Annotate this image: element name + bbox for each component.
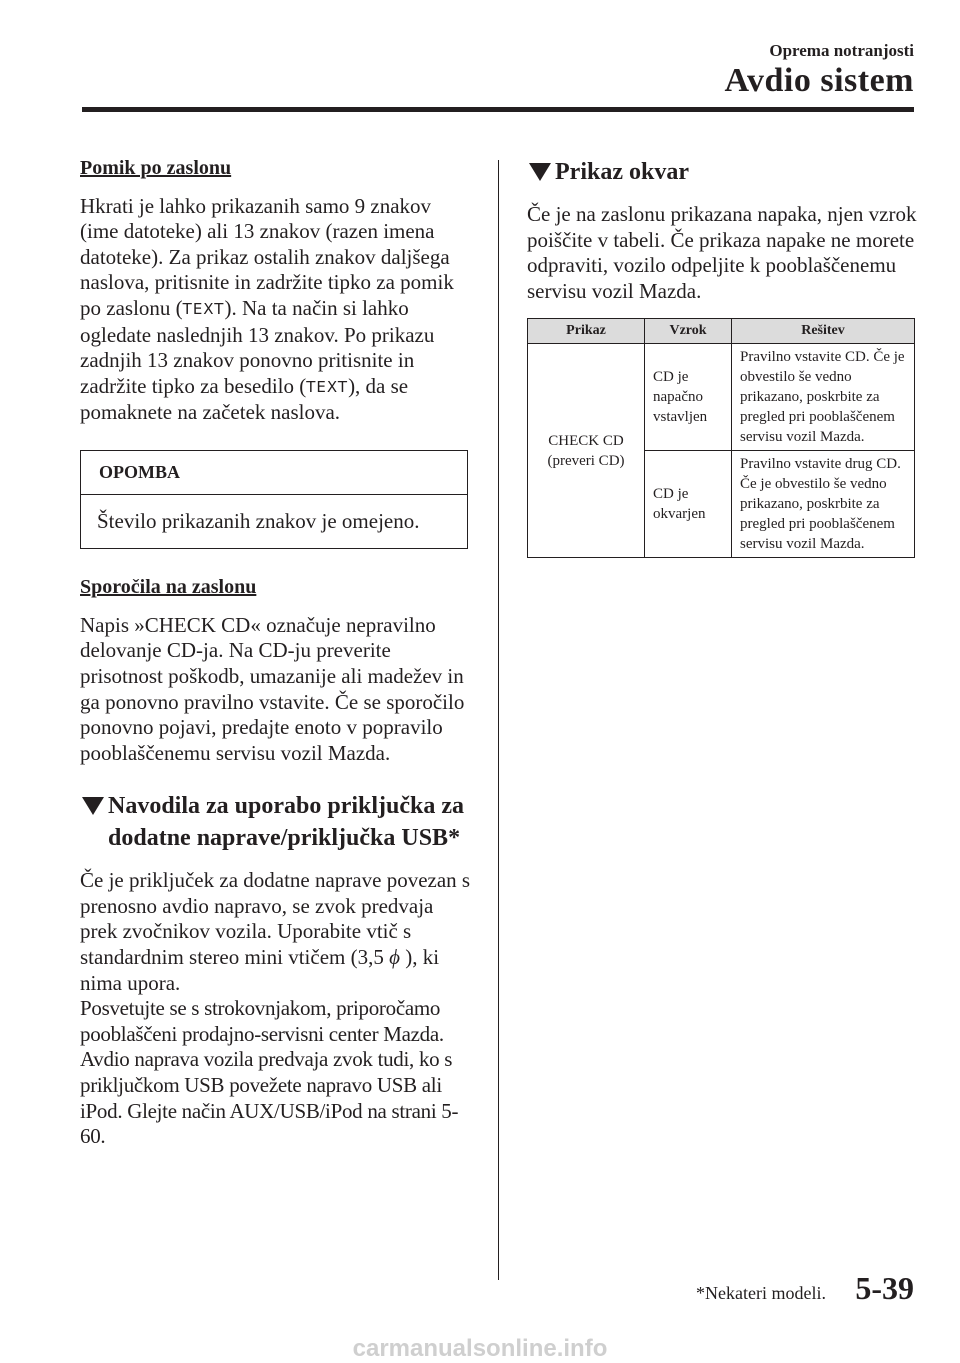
- aux-text-a: Če je priključek za dodatne naprave povezan s prenosno avdio napravo, se zvok predvaja prek zvočnikov vozila. Uporabite vtič s standardnim stereo mini vtičem (3,5: [80, 868, 471, 970]
- table-row: [528, 344, 915, 451]
- column-divider: [498, 160, 499, 1280]
- note-label: OPOMBA: [81, 451, 467, 495]
- header-rule: [82, 107, 914, 112]
- header-section-label: Oprema notranjosti: [769, 41, 914, 60]
- text-button-glyph-2: TEXT: [306, 377, 349, 396]
- page-number: 5-39: [855, 1270, 914, 1306]
- aux-paragraph-1: [80, 868, 472, 996]
- text-button-glyph: TEXT: [182, 299, 225, 318]
- messages-subheading: Sporočila na zaslonu: [80, 576, 257, 599]
- solution-cell: Pravilno vstavite drug CD. Če je obvestilo še vedno prikazano, poskrbite za pregled pri pooblaščenem servisu vozil Mazda.: [732, 451, 915, 558]
- aux-paragraph-2: Posvetujte se s strokovnjakom, priporočamo pooblaščeni prodajno-servisni center Mazda. Avdio naprava vozila predvaja zvok tudi, ko s priključkom USB povežete napravo USB ali iPod. Glejte način AUX/USB/iPod na strani 5-60.: [80, 996, 459, 1149]
- note-box: [80, 450, 468, 549]
- note-text: Število prikazanih znakov je omejeno.: [97, 508, 420, 533]
- scroll-text-a: Hkrati je lahko prikazanih samo 9 znakov (ime datoteke) ali 13 znakov (razen imena datoteke). Za prikaz ostalih znakov daljšega naslova, pritisnite in zadržite tipko za pomik po zaslonu (: [80, 193, 454, 320]
- left-column: [80, 156, 472, 1150]
- scroll-paragraph: [80, 194, 472, 426]
- fault-table: [527, 318, 915, 558]
- solution-cell: Pravilno vstavite CD. Če je obvestilo še vedno prikazano, poskrbite za pregled pri pooblaščenem servisu vozil Mazda.: [732, 344, 915, 451]
- aux-heading-text: Navodila za uporabo priključka za dodatne naprave/priključka USB*: [108, 793, 465, 852]
- right-column: [527, 156, 919, 558]
- faults-heading-text: Prikaz okvar: [555, 159, 689, 185]
- diameter-symbol: ϕ: [389, 945, 400, 970]
- aux-text-b: ), ki nima upora.: [80, 945, 440, 995]
- table-header-solution: Rešitev: [732, 319, 915, 344]
- cause-cell: CD je okvarjen: [645, 451, 732, 558]
- scroll-text-b: ). Na ta način si lahko ogledate naslednjih 13 znakov. Po prikazu zadnjih 13 znakov ponovno pritisnite in zadržite tipko za besedilo (: [80, 295, 435, 398]
- watermark: carmanualsonline.info: [352, 1335, 608, 1362]
- triangle-bullet-icon-2: [529, 163, 551, 181]
- messages-paragraph: Napis »CHECK CD« označuje nepravilno delovanje CD-ja. Na CD-ju preverite prisotnost poškodb, umazanije ali madežev in ga ponovno pravilno vstavite. Če se sporočilo ponovno pojavi, predajte enoto v popravilo pooblaščenemu servisu vozil Mazda.: [80, 612, 465, 765]
- display-cell: CHECK CD (preveri CD): [528, 344, 645, 558]
- footnote: *Nekateri modeli.: [696, 1283, 826, 1303]
- header-title: Avdio sistem: [724, 62, 914, 99]
- triangle-bullet-icon: [82, 797, 104, 815]
- table-header-display: Prikaz: [528, 319, 645, 344]
- scroll-subheading: Pomik po zaslonu: [80, 157, 232, 179]
- aux-heading: [80, 790, 472, 854]
- faults-paragraph: Če je na zaslonu prikazana napaka, njen vzrok poiščite v tabeli. Če prikaza napake ne morete odpraviti, vozilo odpeljite k pooblaščenemu servisu vozil Mazda.: [527, 202, 917, 303]
- table-header-cause: Vzrok: [645, 319, 732, 344]
- cause-cell: CD je napačno vstavljen: [645, 344, 732, 451]
- scroll-text-c: ), da se pomaknete na začetek naslova.: [80, 373, 409, 425]
- faults-heading: [527, 156, 919, 188]
- table-header-row: [528, 319, 915, 344]
